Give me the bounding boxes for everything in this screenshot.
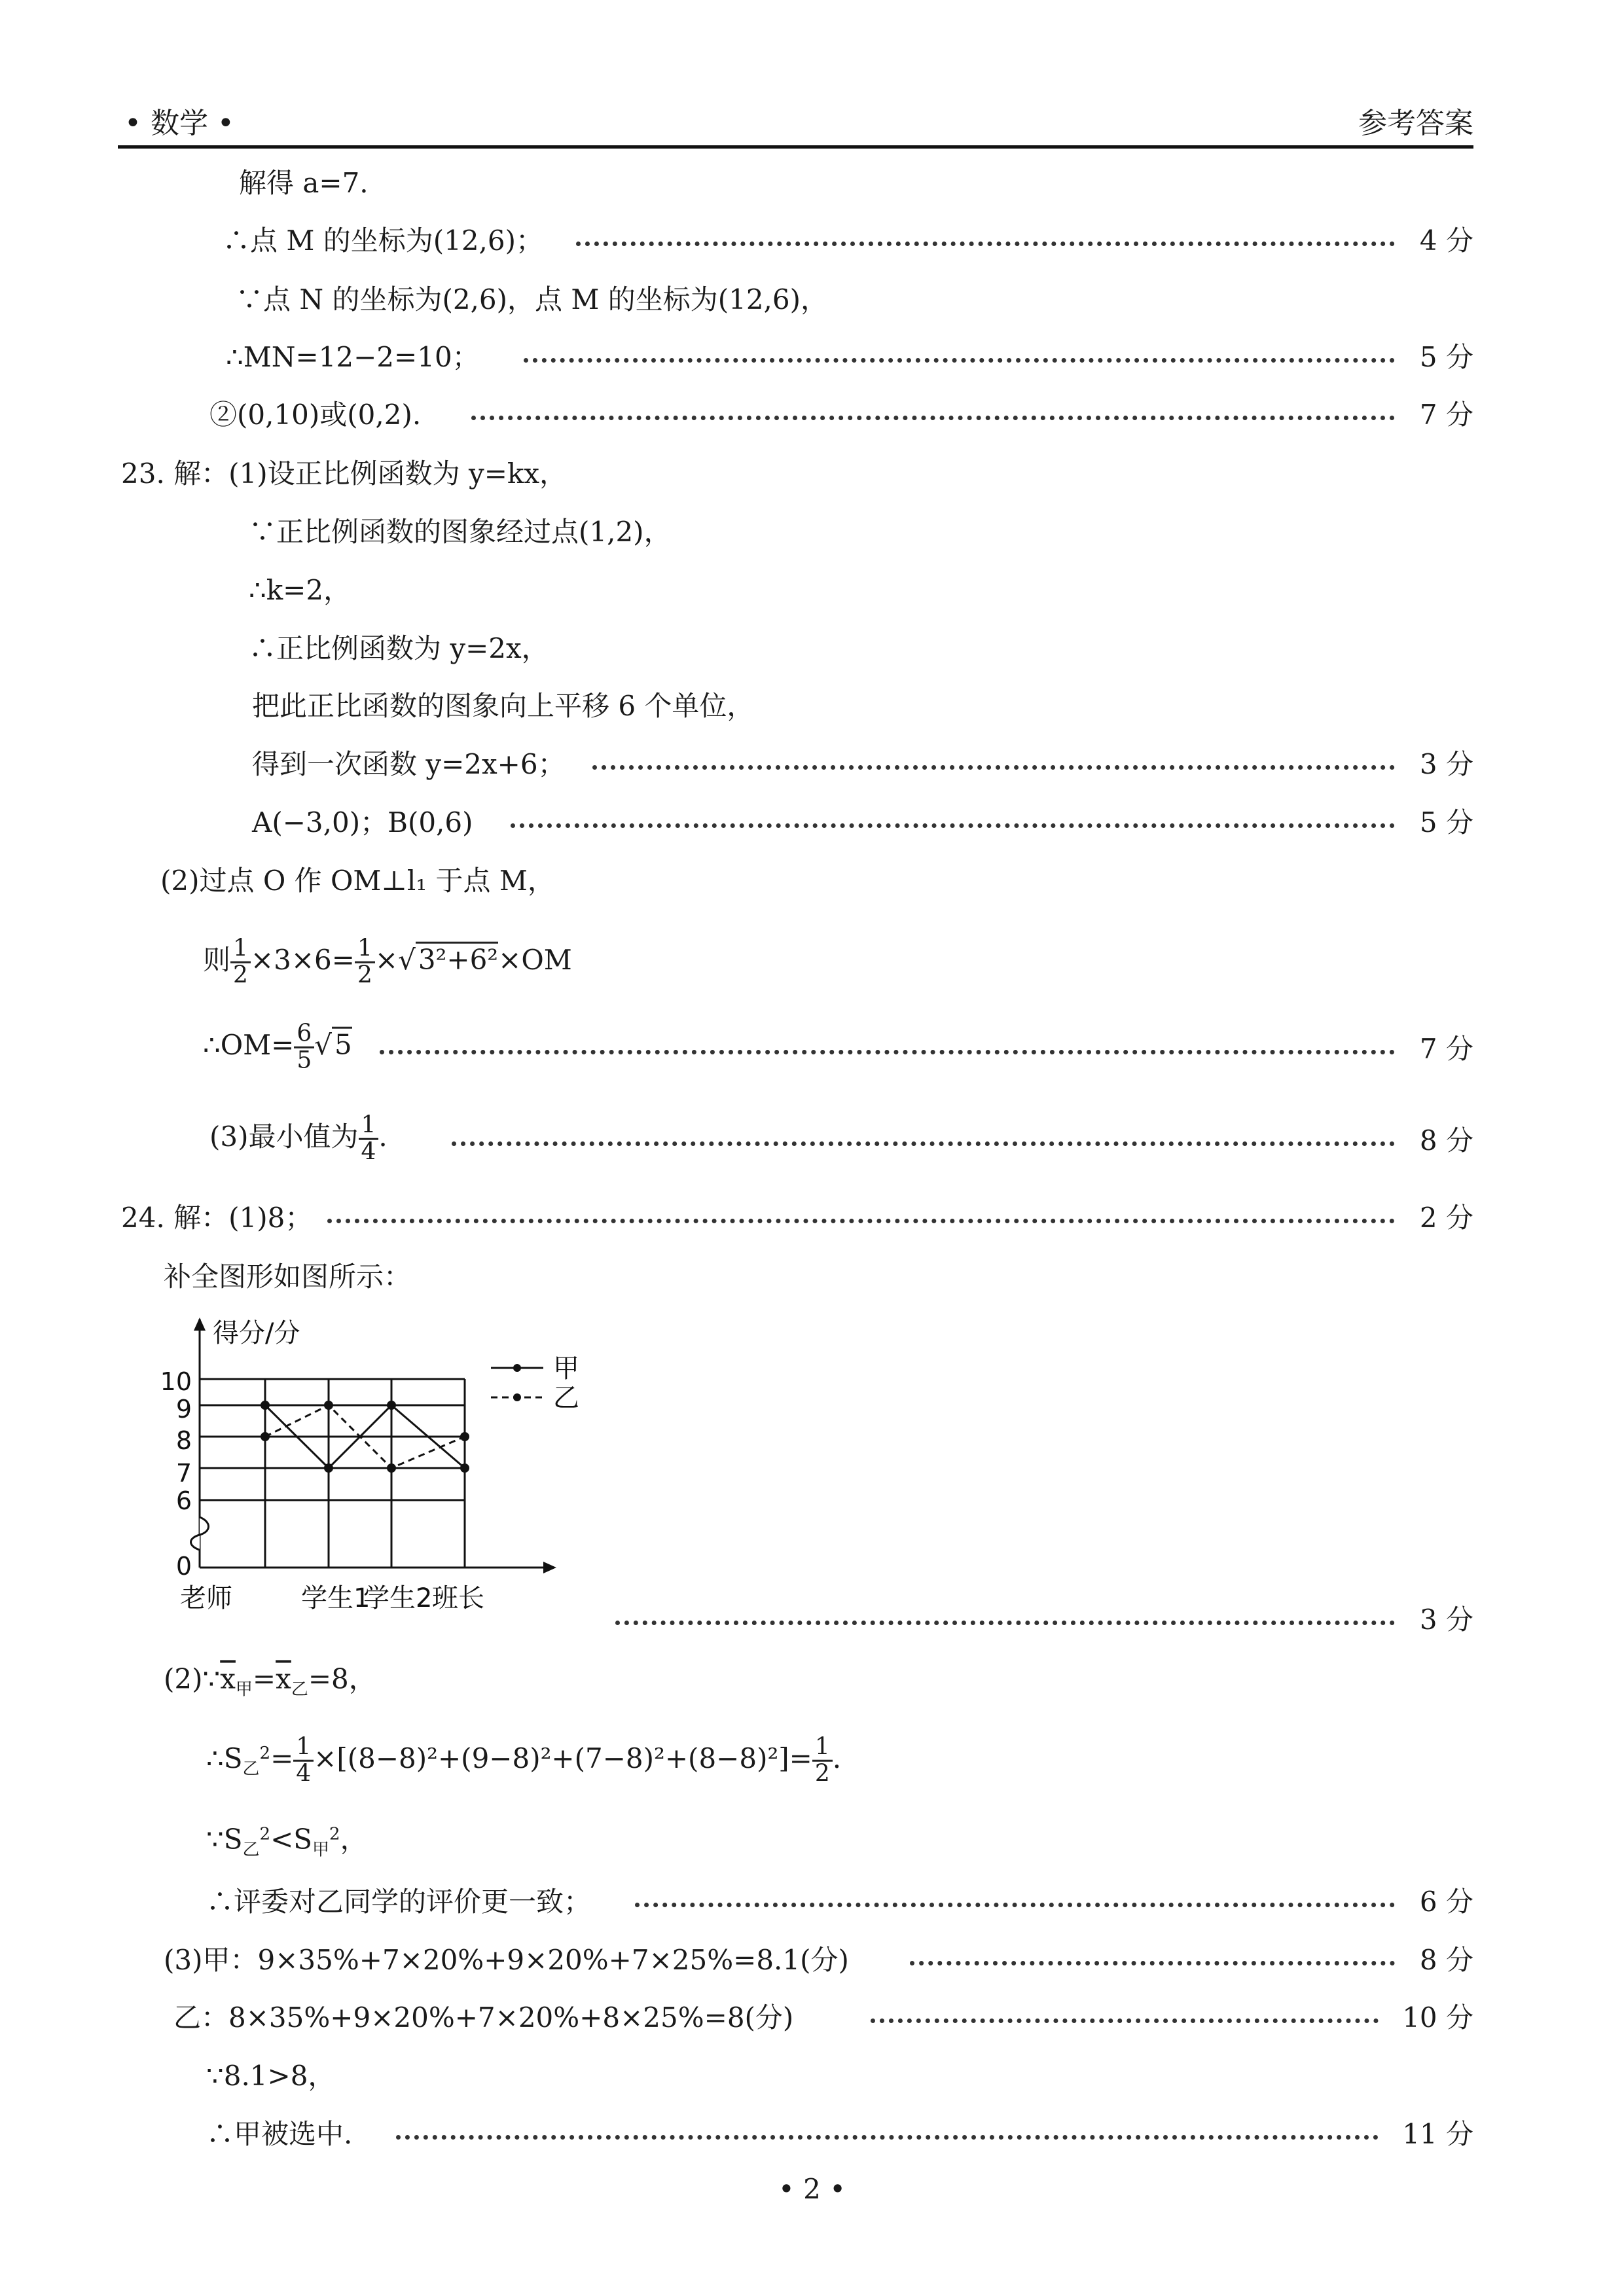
answer-line (0, 624, 1624, 670)
line-text: ∴点 M 的坐标为(12,6)； (223, 224, 543, 257)
formula-part: = (270, 1742, 294, 1774)
score-label: 4 分 (1419, 224, 1473, 257)
y-axis-arrow-icon (194, 1318, 206, 1331)
answer-line (0, 216, 1624, 262)
data-point (261, 1432, 270, 1441)
legend-marker (513, 1364, 521, 1372)
answer-line (0, 158, 1624, 204)
formula-text (209, 1113, 388, 1165)
score-label: 5 分 (1419, 341, 1473, 373)
formula-part: <S (270, 1823, 313, 1856)
denominator: 2 (357, 961, 372, 989)
superscript: 2 (329, 1824, 340, 1844)
score-label: 8 分 (1419, 1124, 1473, 1157)
score-label: 11 分 (1402, 2118, 1473, 2150)
answer-line (0, 1109, 1624, 1168)
answer-line (0, 681, 1624, 727)
fraction (355, 937, 375, 988)
axis-break-icon (191, 1517, 209, 1550)
line-text: 乙：8×35%+9×20%+7×20%+8×25%=8(分) (173, 2001, 794, 2034)
line-text: 得到一次函数 y=2x+6； (252, 748, 566, 780)
answer-line (0, 1877, 1624, 1923)
page-header (118, 107, 1473, 149)
data-point (324, 1401, 333, 1410)
line-text: ∴正比例函数为 y=2x， (249, 632, 549, 664)
dot-leader (576, 242, 1395, 246)
score-label: 10 分 (1402, 2001, 1473, 2034)
line-text: 24. 解：(1)8； (121, 1202, 313, 1234)
numerator: 6 (294, 1022, 314, 1049)
radicand: 5 (332, 1027, 352, 1061)
answer-line (0, 2051, 1624, 2097)
fraction (293, 1735, 314, 1787)
x-axis-arrow-icon (543, 1562, 556, 1573)
line-text: 补全图形如图所示： (164, 1261, 412, 1293)
line-text: 把此正比函数的图象向上平移 6 个单位， (252, 690, 755, 722)
data-point (387, 1401, 396, 1410)
denominator: 2 (233, 961, 248, 989)
subscript: 乙 (291, 1679, 308, 1700)
fraction (294, 1022, 314, 1073)
x-tick-label: 老师 (180, 1583, 232, 1613)
formula-part: ×3×6= (250, 944, 355, 976)
data-point (324, 1463, 333, 1473)
formula-part: (3)最小值为 (209, 1121, 359, 1153)
data-point (387, 1463, 396, 1473)
score-label: 5 分 (1419, 806, 1473, 838)
formula-part: ， (340, 1823, 368, 1856)
line-text: ②(0,10)或(0,2). (209, 399, 422, 431)
subject-label: • 数学 • (124, 107, 234, 140)
formula-text (206, 1818, 368, 1861)
dot-leader (592, 765, 1395, 770)
answer-line (0, 798, 1624, 844)
superscript: 2 (259, 1824, 271, 1844)
dot-leader (615, 1621, 1395, 1625)
formula-text (164, 1658, 376, 1700)
line-text: (2)过点 O 作 OM⊥l₁ 于点 M， (160, 865, 555, 897)
dot-leader (635, 1903, 1395, 1907)
score-label: 6 分 (1419, 1886, 1473, 1918)
superscript: 2 (259, 1744, 271, 1763)
numerator: 1 (812, 1735, 833, 1762)
chart-title: 得分/分 (213, 1318, 300, 1348)
formula-part: ×OM (498, 944, 572, 976)
y-tick-label: 0 (175, 1552, 192, 1581)
formula-part: = (252, 1662, 276, 1695)
denominator: 4 (361, 1138, 376, 1166)
subscript: 甲 (312, 1840, 330, 1860)
denominator: 2 (814, 1760, 830, 1787)
x-tick-label: 学生2 (363, 1583, 433, 1613)
line-text: 23. 解：(1)设正比例函数为 y=kx， (121, 457, 568, 490)
fraction (812, 1735, 833, 1787)
answer-key-label: 参考答案 (1358, 107, 1473, 140)
score-line-chart (151, 1309, 622, 1630)
dot-leader (471, 416, 1395, 420)
formula-part: =8， (308, 1662, 376, 1695)
answer-line (0, 1193, 1624, 1239)
answer-line (0, 449, 1624, 495)
y-tick-label: 8 (175, 1426, 192, 1455)
answer-line (0, 507, 1624, 553)
numerator: 1 (293, 1735, 314, 1762)
y-tick-label: 7 (175, 1459, 192, 1488)
line-text: ∴评委对乙同学的评价更一致； (206, 1886, 592, 1918)
numerator: 1 (355, 937, 375, 963)
data-point (261, 1401, 270, 1410)
answer-line (0, 740, 1624, 785)
denominator: 4 (296, 1760, 312, 1787)
answer-line (0, 1252, 1624, 1298)
answer-line (0, 856, 1624, 902)
line-text: A(−3,0)；B(0,6) (252, 806, 473, 838)
radicand: 3²+6² (416, 942, 498, 976)
formula-part: ∴OM= (203, 1029, 295, 1061)
formula-part: ×[(8−8)²+(9−8)²+(7−8)²+(8−8)²]= (314, 1742, 812, 1774)
numerator: 1 (359, 1113, 379, 1140)
answer-line (0, 1731, 1624, 1790)
mean-symbol: $\overline{x}$ (220, 1662, 236, 1695)
line-text: ∵8.1>8， (206, 2060, 336, 2092)
score-label: 7 分 (1419, 399, 1473, 431)
line-text: ∵正比例函数的图象经过点(1,2)， (249, 516, 672, 548)
answer-line (0, 1935, 1624, 1981)
line-text: ∵点 N 的坐标为(2,6)，点 M 的坐标为(12,6)， (236, 283, 829, 315)
score-label: 7 分 (1419, 1033, 1473, 1065)
dot-leader (910, 1961, 1395, 1965)
mean-symbol: $\overline{x}$ (276, 1662, 291, 1695)
x-tick-label: 班长 (432, 1583, 484, 1613)
answer-line (0, 1656, 1624, 1702)
fraction (359, 1113, 379, 1165)
answer-line (0, 1816, 1624, 1862)
formula-part: (2)∵ (164, 1662, 221, 1695)
dot-leader (452, 1141, 1395, 1146)
answer-line (0, 1595, 1624, 1641)
dot-leader (380, 1050, 1395, 1054)
answer-line (0, 933, 1624, 992)
score-label: 3 分 (1419, 748, 1473, 780)
formula-part: . (378, 1121, 388, 1153)
score-label: 3 分 (1419, 1604, 1473, 1636)
formula-part: 则 (203, 944, 231, 976)
answer-line (0, 2109, 1624, 2155)
line-text: 解得 a=7. (239, 167, 369, 199)
answer-line (0, 390, 1624, 436)
dot-leader (871, 2018, 1379, 2023)
legend-marker (513, 1393, 521, 1401)
score-label: 8 分 (1419, 1944, 1473, 1976)
line-text: ∴k=2， (249, 574, 352, 606)
data-point (460, 1463, 469, 1473)
line-text: ∴MN=12−2=10； (226, 341, 480, 373)
line-text: ∴甲被选中. (206, 2118, 353, 2150)
dot-leader (327, 1219, 1395, 1223)
answer-line (0, 275, 1624, 321)
y-tick-label: 6 (175, 1486, 192, 1515)
legend-label: 乙 (553, 1383, 579, 1413)
answer-line (0, 1018, 1624, 1077)
page-number: • 2 • (778, 2173, 846, 2205)
score-label: 2 分 (1419, 1202, 1473, 1234)
answer-line (0, 1993, 1624, 2039)
formula-part: ∵S (206, 1823, 243, 1856)
data-point (460, 1432, 469, 1441)
subscript: 甲 (235, 1679, 253, 1700)
formula-text: 则 $\frac{1}{2}$ ×3×6= $\frac{1}{2}$ ×√3²+6²×OM (203, 935, 572, 989)
answer-line (0, 332, 1624, 378)
formula-text: ∴OM= $\frac{6}{5}$ √5 (203, 1020, 352, 1074)
subscript: 乙 (242, 1759, 260, 1779)
denominator: 5 (297, 1047, 312, 1074)
y-tick-label: 9 (175, 1395, 192, 1424)
legend-label: 甲 (553, 1354, 579, 1384)
formula-part: × (374, 944, 399, 976)
numerator: 1 (230, 937, 251, 963)
dot-leader (524, 358, 1395, 363)
y-tick-label: 10 (160, 1367, 192, 1396)
formula-text (206, 1735, 841, 1787)
formula-part: . (832, 1742, 842, 1774)
dot-leader (511, 823, 1395, 828)
dot-leader (396, 2135, 1379, 2140)
fraction (230, 937, 251, 988)
answer-line (0, 565, 1624, 611)
x-tick-label: 学生1 (301, 1583, 370, 1613)
formula-part: ∴S (206, 1742, 243, 1774)
line-text: (3)甲：9×35%+7×20%+9×20%+7×25%=8.1(分) (164, 1944, 849, 1976)
subscript: 乙 (242, 1840, 260, 1860)
